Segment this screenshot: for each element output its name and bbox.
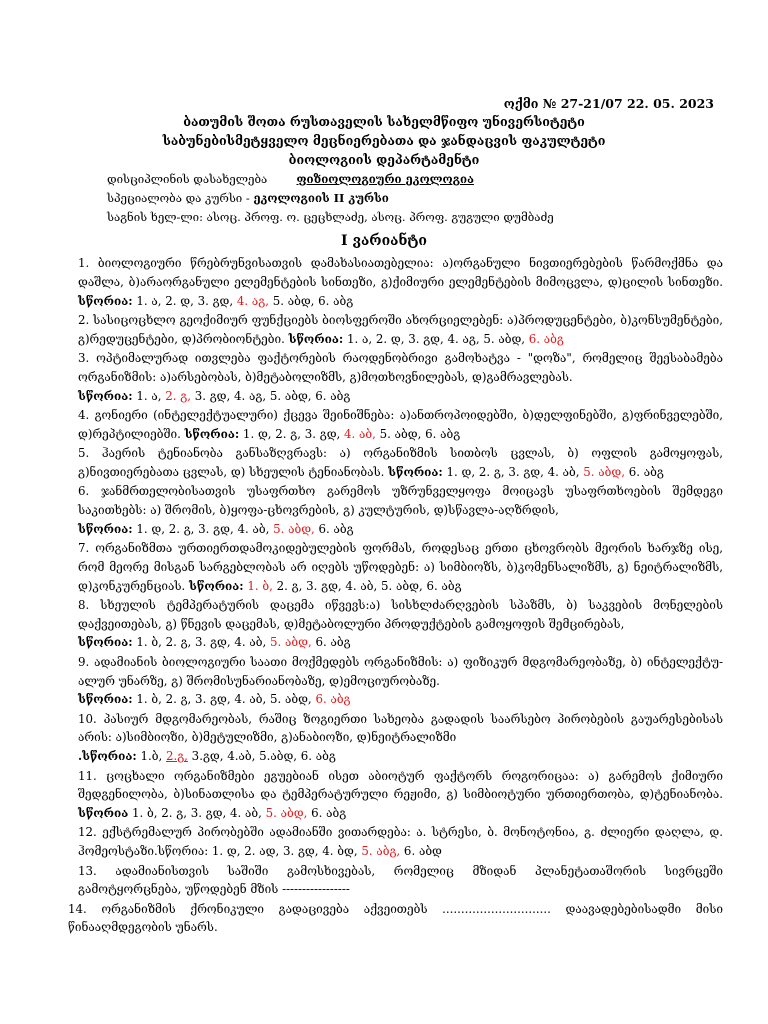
- question-text: 8. სხეულის ტემპერატურის დაცემა იწვევს:ა) სისხლძარღვების სპაზმს, ბ) საკვების მონელების დაქვეითებას, გ) წნევის დაცემას, დ)მეტაბოლური პროდუქტების გამოყოფის შემცირებას,: [78, 597, 723, 631]
- highlighted-answer: 1. ბ,: [247, 578, 273, 593]
- question-text: 6. აბდ: [400, 844, 442, 859]
- question-item: [78, 406, 723, 444]
- highlighted-answer: 5. აბგ,: [361, 844, 401, 859]
- question-text: 6. აბგ: [311, 635, 351, 650]
- question-text: 2. სასიცოცხლო გეოქიმიურ ფუნქციებს ბიოსფეროში ახორციელებენ: ა)პროდუცენტები, ბ)კონსუმენტები, გ)რედუცენტები, დ)პრობიონტები.: [78, 312, 723, 346]
- answer-label: სწორია:: [78, 293, 133, 308]
- question-text: 1. ბიოლოგიური წრებრუნვისათვის დამახასიათებელია: ა)ორგანული ნივთიერებების წარმოქმნა და დაშლა, ბ)არაორგანული ელემენტების სინთეზი, გ)ქიმიური ელემენტების მიმოცვლა, დ)ცილის სინთეზი.: [78, 256, 723, 289]
- question-item: [78, 596, 723, 652]
- highlighted-answer: 4. აგ,: [236, 293, 269, 308]
- highlighted-answer: 5. აბდ,: [269, 635, 312, 650]
- question-item: [78, 823, 723, 861]
- question-text: 1. დ, 2. გ, 3. გდ,: [239, 426, 345, 441]
- highlighted-answer: 4. აბ,: [344, 426, 376, 441]
- question-text: 6. აბგ: [624, 464, 664, 479]
- question-text: 1. დ, 2. გ, 3. გდ, 4. აბ,: [442, 464, 584, 479]
- answer-label: სწორია:: [189, 578, 244, 593]
- question-item: [78, 710, 723, 766]
- highlighted-answer: 6. აბგ: [315, 692, 351, 707]
- question-text: 1. ბ, 2. გ, 3. გდ, 4. აბ,: [128, 806, 266, 821]
- question-text: 4. გონიერი (ინტელექტუალური) ქცევა შეინიშნება: ა)ანთროპოიდებში, ბ)დელფინებში, გ)ფრინველებში, დ)რეპტილიებში.: [78, 407, 723, 441]
- answer-label: სწორია:: [184, 426, 240, 441]
- answer-label: სწორია:: [78, 521, 133, 536]
- question-text: 12. ექსტრემალურ პირობებში ადამიანში ვითარდება: ა. სტრესი, ბ. მონოტონია, გ. ძლიერი დაღლა, დ. ჰომეოსტაზი.სწორია: 1. დ, 2. ად, 3. გდ, 4. ბდ,: [78, 825, 723, 859]
- question-item: [78, 254, 723, 310]
- question-text: 1. ა,: [132, 388, 166, 403]
- specialty-label: სპეციალობა და კურსი -: [107, 191, 250, 205]
- question-text: 1. დ, 2. გ, 3. გდ, 4. აბ,: [132, 521, 274, 536]
- question-item: [78, 767, 723, 823]
- department-name: ბიოლოგიის დეპარტამენტი: [288, 152, 480, 167]
- question-item: [78, 862, 723, 900]
- question-text: 7. ორგანიზმთა ურთიერთდამოკიდებულების ფორმას, როდესაც ერთი ცხოვრობს მეორის ხარჯზე ისე, რომ მეორე მისგან სარგებლობას არ იღებს უწოდებენ: ა) სიმბიოზს, ბ)კომენსალიზმს, გ) ნეიტრალიზმს, დ)კონკურენციას.: [78, 540, 723, 593]
- question-text: 1. ა, 2. დ, 3. გდ,: [132, 293, 237, 308]
- question-item: [68, 900, 723, 938]
- protocol-number: ოქმი № 27-21/07 22. 05. 2023: [503, 96, 714, 111]
- highlighted-answer: 2. გ,: [165, 388, 191, 403]
- question-text: 13. ადამიანისთვის საშიში გამოსხივებას, რომელიც მზიდან პლანეტათაშორის სივრცეში გამოტყორცნება, უწოდებენ მზის -----------------: [78, 863, 723, 897]
- university-name: ბათუმის შოთა რუსთაველის სახელმწიფო უნივერსიტეტი: [183, 114, 585, 129]
- question-text: 5. აბდ, 6. აბგ: [375, 426, 461, 441]
- question-item: [78, 482, 723, 538]
- discipline-line: [107, 172, 474, 186]
- question-list: [68, 254, 723, 938]
- question-text: 1. ბ, 2. გ, 3. გდ, 4. აბ,: [132, 635, 270, 650]
- question-text: 5. აბდ, 6. აბგ: [268, 293, 354, 308]
- answer-label: სწორია: [78, 806, 129, 821]
- highlighted-answer: 6. აბგ: [528, 331, 564, 346]
- highlighted-answer: 5. აბდ,: [583, 464, 625, 479]
- question-text: 6. ჯანმრთელობისათვის უსაფრთხო გარემოს უზრუნველყოფა მოიცავს უსაფრთხოების შემდეგი საკითხებს: ა) შრომის, ბ)ყოფა-ცხოვრების, გ) კულტურის, დ)სწავლა-აღზრდის,: [78, 484, 723, 517]
- question-item: [78, 349, 723, 405]
- specialty-value: ეკოლოგიის II კურსი: [253, 191, 389, 205]
- question-item: [78, 311, 723, 349]
- answer-label: სწორია:: [288, 331, 344, 346]
- variant-title: I ვარიანტი: [341, 233, 427, 249]
- answer-label: სწორია:: [388, 464, 443, 479]
- answer-label: სწორია:: [78, 388, 133, 403]
- discipline-label: დისციპლინის დასახელება: [107, 172, 268, 186]
- question-text: 1.ბ,: [136, 749, 166, 764]
- discipline-value: ფიზიოლოგიური ეკოლოგია: [296, 172, 474, 186]
- question-text: 1. ბ, 2. გ, 3. გდ, 4. აბ, 5. აბდ,: [132, 692, 316, 707]
- question-text: 10. პასიურ მდგომარეობას, რაშიც ზოგიერთი სახეობა გადადის საარსებო პირობების გაუარესებისას არის: ა)სიმბიოზი, ბ)მეტულიზმი, გ)ანაბიოზი, დ)ნეიტრალიზმი: [78, 711, 723, 745]
- question-item: [78, 653, 723, 709]
- answer-label: სწორია:: [82, 749, 137, 764]
- question-text: 3. გდ, 4. აგ, 5. აბდ, 6. აბგ: [190, 388, 351, 403]
- answer-label: სწორია:: [78, 692, 133, 707]
- question-text: 5. ჰაერის ტენიანობა განსაზღვრავს: ა) ორგანიზმის სითბოს ცვლას, ბ) ოფლის გამოყოფას, გ)ნივთიერებათა ცვლას, დ) სხეულის ტენიანობას.: [78, 445, 723, 479]
- question-text: 11. ცოცხალი ორგანიზმები ეგუებიან ისეთ აბიოტურ ფაქტორს როგორიცაა: ა) გარემოს ქიმიური შედგენილობა, ბ)სინათლისა და ტემპერატურული რეჟიმი, გ) სიმბიოტური ურთიერთობა, დ)ტენიანობა.: [78, 768, 723, 802]
- specialty-line: [107, 191, 389, 205]
- signature-line: საგნის ხელ-ლი: ასოც. პროფ. ო. ცეცხლაძე, ასოც. პროფ. გუგული დუმბაძე: [107, 210, 554, 224]
- highlighted-answer: 5. აბდ,: [273, 521, 315, 536]
- question-item: [78, 444, 723, 482]
- question-text: 6. აბგ: [307, 806, 347, 821]
- question-text: 3. ოპტიმალურად ითვლება ფაქტორების რაოდენობრივი გამოხატვა - "დოზა", რომელიც შეესაბამება ორგანიზმის: ა)არსებობას, ბ)მეტაბოლიზმს, გ)მოთხოვნილებას, დ)გამრავლებას.: [78, 350, 723, 384]
- question-text: 1. ა, 2. დ, 3. გდ, 4. აგ, 5. აბდ,: [343, 331, 529, 346]
- faculty-name: საბუნებისმეტყველო მეცნიერებათა და ჯანდაცვის ფაკულტეტი: [162, 133, 606, 148]
- question-text: 14. ორგანიზმის ქრონიკული გადაცივება აქვეითებს ............................. დაავადებებისადმი მისი წინააღმდეგობის უნარს.: [68, 901, 723, 935]
- answer-label: სწორია:: [78, 635, 133, 650]
- highlighted-answer: 5. აბდ,: [265, 806, 308, 821]
- question-text: 6. აბგ: [314, 521, 354, 536]
- highlighted-answer: 2.გ,: [165, 749, 188, 764]
- question-text: 9. ადამიანის ბიოლოგიური საათი მოქმედებს ორგანიზმის: ა) ფიზიკურ მდგომარეობაზე, ბ) ინტელექტუ-ალურ უნარზე, გ) შრომისუნარიანობაზე, დ)ემოციურობაზე.: [78, 654, 723, 688]
- question-item: [78, 539, 723, 595]
- answer-label: .: [78, 749, 83, 764]
- question-text: 3.გდ, 4.აბ, 5.აბდ, 6. აბგ: [187, 749, 336, 764]
- question-text: 2. გ, 3. გდ, 4. აბ, 5. აბდ, 6. აბგ: [272, 578, 462, 593]
